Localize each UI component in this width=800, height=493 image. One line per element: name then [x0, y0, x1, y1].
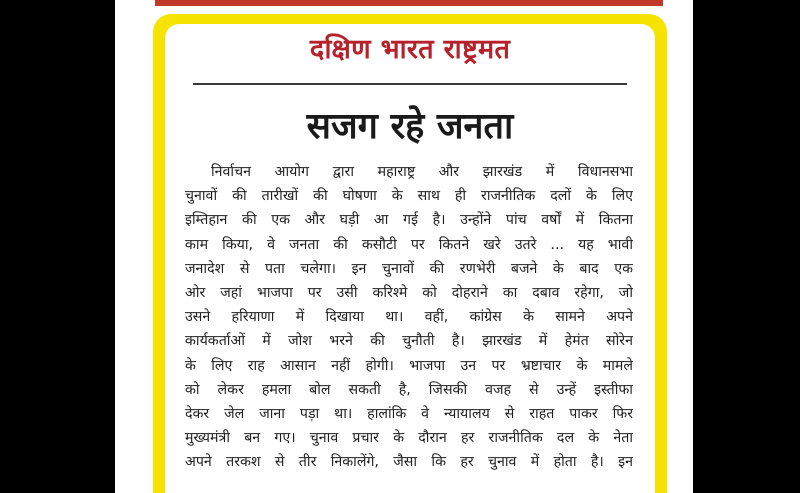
article-headline: सजग रहे जनता: [306, 106, 514, 147]
body-line: इम्तिहान की एक और घड़ी आ गई है। उन्होंने पांच वर्षों में कितना: [185, 212, 633, 229]
body-line: निर्वाचन आयोग द्वारा महाराष्ट्र और झारखंड में विधानसभा: [211, 164, 633, 180]
body-line: जनादेश से पता चलेगा। इन चुनावों की रणभेरी बजने के बाद एक: [185, 260, 633, 277]
editorial-panel: [165, 24, 655, 493]
body-line: कार्यकर्ताओं में जोश भरने की चुनौती है। झारखंड में हेमंत सोरेन: [185, 333, 633, 350]
body-line: के लिए राह आसान नहीं होगी। भाजपा उन पर भ्रष्टाचार के मामले: [185, 357, 633, 374]
body-line: देकर जेल जाना पड़ा था। हालांकि वे न्यायालय से राहत पाकर फिर: [185, 406, 633, 423]
body-line: ओर जहां भाजपा पर उसी करिश्मे को दोहराने का दबाव रहेगा, जो: [185, 285, 633, 302]
body-line: चुनावों की तारीखों की घोषणा के साथ ही राजनीतिक दलों के लिए: [185, 188, 633, 205]
masthead-divider: [193, 83, 627, 85]
body-line: मुख्यमंत्री बन गए। चुनाव प्रचार के दौरान हर राजनीतिक दल के नेता: [185, 430, 633, 447]
body-line: उसने हरियाणा में दिखाया था। वहीं, कांग्रेस के सामने अपने: [185, 309, 633, 326]
body-line: काम किया, वे जनता की कसौटी पर कितने खरे उतरे ... यह भावी: [185, 236, 633, 253]
body-line: को लेकर हमला बोल सकती है, जिसकी वजह से उन्हें इस्तीफा: [185, 381, 633, 398]
top-red-rule: [155, 0, 663, 6]
masthead-title: दक्षिण भारत राष्ट्रमत: [309, 34, 511, 65]
body-line: अपने तरकश से तीर निकालेंगे, जैसा कि हर चुनाव में होता है। इन: [185, 454, 633, 471]
article-body: [185, 160, 633, 475]
